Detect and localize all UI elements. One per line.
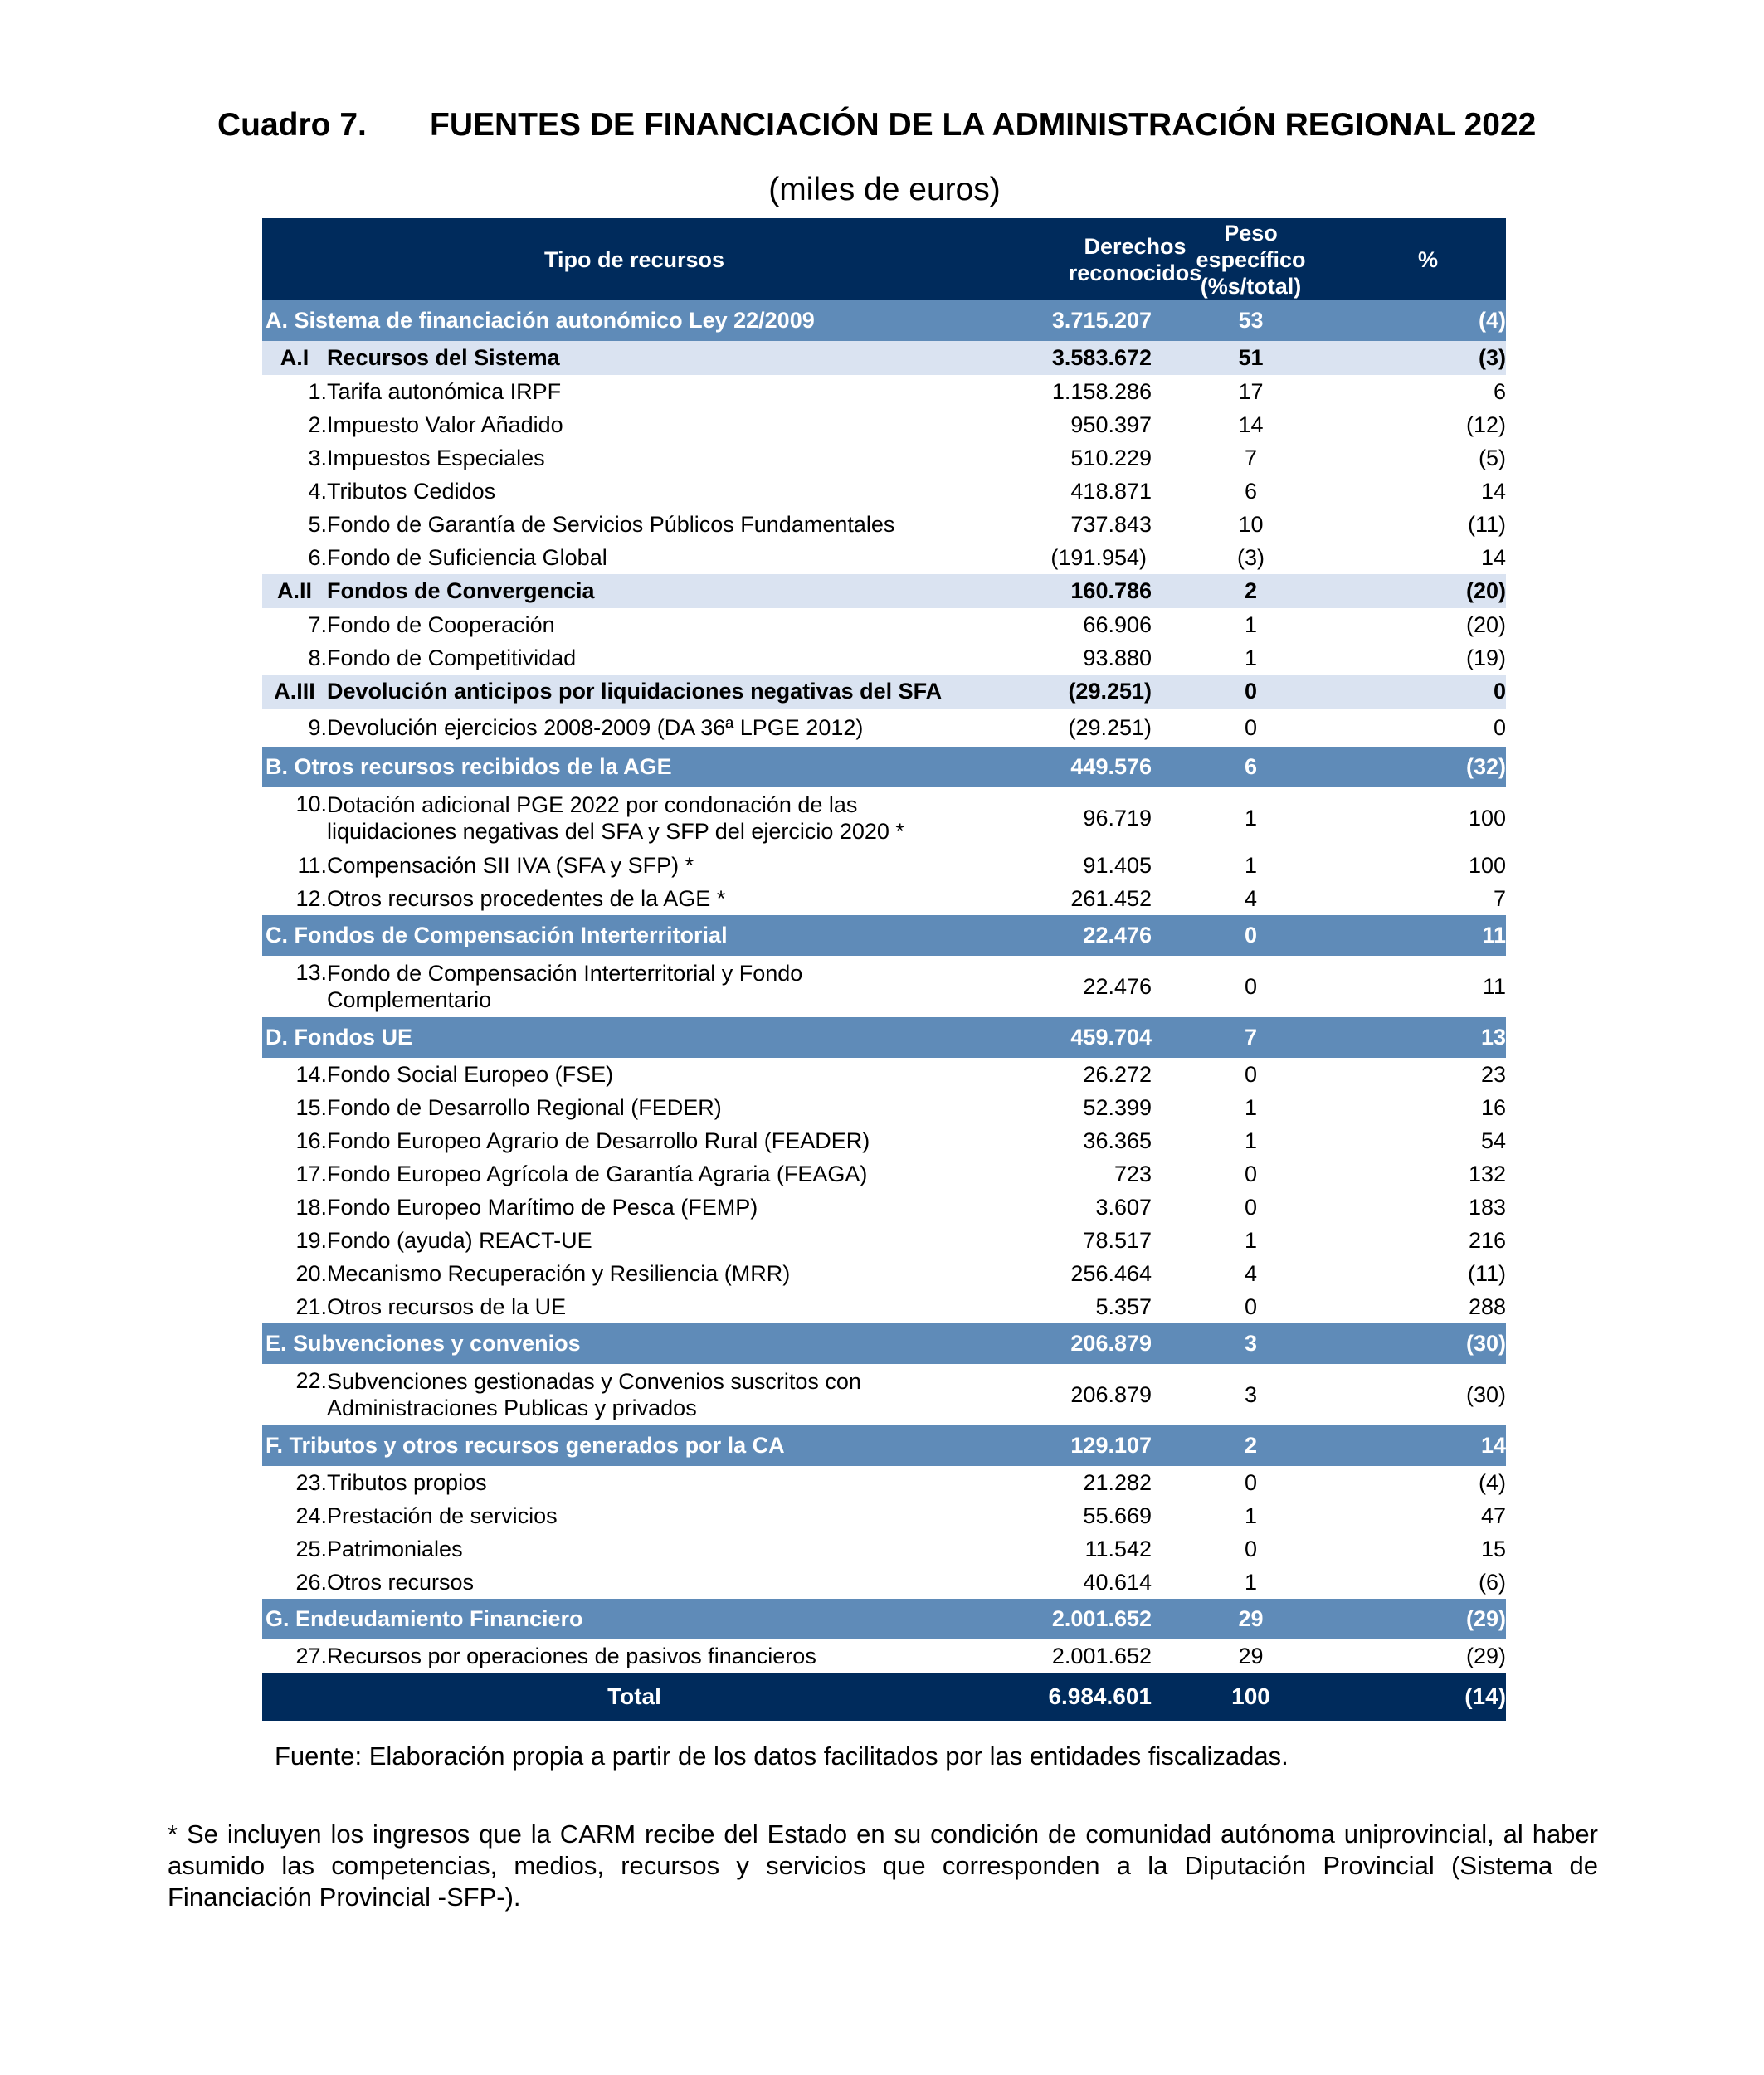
cell-text: (%s/total) <box>1200 273 1302 299</box>
table-row <box>262 1157 1506 1191</box>
table-cell: (30) <box>1350 1323 1506 1364</box>
table-cell: 0 <box>1245 1536 1258 1561</box>
table-row <box>262 475 1506 508</box>
section-row-c <box>262 915 1506 956</box>
table-cell: 40.614 <box>1083 1569 1152 1595</box>
table-cell: (3) <box>1350 341 1506 375</box>
table-cell: 1 <box>1245 645 1258 670</box>
subsection-row-a-i <box>262 341 1506 375</box>
table-cell: 19. <box>295 1227 327 1253</box>
table-cell: (29.251) <box>1068 714 1152 740</box>
table-cell: Fondo de Desarrollo Regional (FEDER) <box>327 1094 722 1120</box>
table-cell: 7 <box>1152 1017 1350 1058</box>
cell-text: B. Otros recursos recibidos de la AGE <box>266 754 672 779</box>
table-cell: 52.399 <box>1083 1094 1152 1120</box>
table-cell: 1. <box>308 378 327 404</box>
table-cell: 2.001.652 <box>1006 1599 1152 1639</box>
table-row <box>262 1191 1506 1224</box>
table-cell: Recursos del Sistema <box>327 341 1006 375</box>
table-cell: (20) <box>1466 611 1507 637</box>
units-caption: (miles de euros) <box>768 172 1001 207</box>
table-cell: 96.719 <box>1083 806 1152 830</box>
table-cell <box>262 300 1006 341</box>
table-cell: 3.607 <box>1095 1194 1152 1220</box>
table-cell: 14 <box>1350 1425 1506 1466</box>
table-cell: Compensación SII IVA (SFA y SFP) * <box>327 852 694 878</box>
table-cell: 0 <box>1152 915 1350 956</box>
cell-text: A. Sistema de financiación autonómico Ley 22/2009 <box>266 308 815 333</box>
table-cell: 26.272 <box>1083 1061 1152 1087</box>
table-cell: 17 <box>1238 378 1264 404</box>
section-row-g <box>262 1599 1506 1639</box>
table-cell: 6. <box>308 544 327 570</box>
table-cell <box>262 1323 1006 1364</box>
table-cell: 11 <box>1482 974 1507 999</box>
table-cell: 183 <box>1468 1194 1507 1220</box>
table-cell: (5) <box>1479 445 1507 470</box>
table-cell: 100 <box>1468 806 1507 830</box>
table-cell: 5.357 <box>1095 1293 1152 1319</box>
table-cell: Impuestos Especiales <box>327 445 545 470</box>
table-cell: Recursos por operaciones de pasivos financieros <box>327 1643 816 1668</box>
table-cell: 1 <box>1245 806 1258 830</box>
table-cell: (4) <box>1350 300 1506 341</box>
table-cell: 27. <box>295 1643 327 1668</box>
table-cell <box>262 915 1006 956</box>
cell-text: Administraciones Publicas y privados <box>327 1396 697 1420</box>
table-cell: (6) <box>1479 1569 1507 1595</box>
table-cell: 459.704 <box>1006 1017 1152 1058</box>
cell-text: % <box>1418 246 1439 272</box>
table-cell: Tributos propios <box>327 1469 487 1495</box>
table-cell: 66.906 <box>1083 611 1152 637</box>
section-row-d <box>262 1017 1506 1058</box>
table-cell: 1 <box>1245 1094 1258 1120</box>
table-cell: 4. <box>308 478 327 504</box>
table-cell: Patrimoniales <box>327 1536 463 1561</box>
table-cell: 3.715.207 <box>1006 300 1152 341</box>
subsection-row-a-ii <box>262 574 1506 608</box>
table-row <box>262 1257 1506 1290</box>
header-pct <box>1350 218 1506 300</box>
table-cell: Fondo Social Europeo (FSE) <box>327 1061 614 1087</box>
table-cell: Fondo Europeo Agrícola de Garantía Agraria (FEAGA) <box>327 1161 868 1186</box>
table-cell: 20. <box>295 1260 327 1286</box>
table-cell: 23 <box>1480 1061 1507 1087</box>
table-cell: 160.786 <box>1006 574 1152 608</box>
table-cell: 6 <box>1245 478 1258 504</box>
table-cell: Fondo Europeo Marítimo de Pesca (FEMP) <box>327 1194 758 1220</box>
table-row <box>262 787 1506 849</box>
table-cell: Mecanismo Recuperación y Resiliencia (MRR) <box>327 1260 791 1286</box>
table-row <box>262 1124 1506 1157</box>
table-cell: 11 <box>1350 915 1506 956</box>
table-cell: 9. <box>308 714 327 740</box>
table-cell: 14 <box>1480 544 1507 570</box>
table-cell: 1.158.286 <box>1051 378 1152 404</box>
table-cell: 93.880 <box>1083 645 1152 670</box>
table-cell: (29) <box>1350 1599 1506 1639</box>
table-cell: (12) <box>1466 412 1507 437</box>
table-cell <box>262 1017 1006 1058</box>
table-cell: 216 <box>1468 1227 1507 1253</box>
table-row <box>262 1058 1506 1091</box>
cell-text: específico <box>1196 246 1306 272</box>
table-cell: 0 <box>1245 1293 1258 1319</box>
table-cell: (11) <box>1468 1260 1507 1286</box>
table-row <box>262 709 1506 747</box>
table-cell: 0 <box>1245 1469 1258 1495</box>
table-cell: 2 <box>1152 1425 1350 1466</box>
financing-sources-table <box>262 218 1506 1721</box>
table-cell: 15. <box>295 1094 327 1120</box>
table-cell: 53 <box>1152 300 1350 341</box>
table-cell: 8. <box>308 645 327 670</box>
table-cell: 449.576 <box>1006 747 1152 787</box>
table-cell: 1 <box>1245 1227 1258 1253</box>
table-cell: (191.954) <box>1050 544 1148 570</box>
table-cell: Fondos de Convergencia <box>327 574 1006 608</box>
table-cell: 47 <box>1480 1503 1507 1528</box>
table-cell: 0 <box>1493 714 1507 740</box>
table-cell: 16. <box>295 1128 327 1153</box>
table-cell: 21. <box>295 1293 327 1319</box>
table-title-text: FUENTES DE FINANCIACIÓN DE LA ADMINISTRACIÓN REGIONAL 2022 <box>430 107 1537 143</box>
table-cell: 23. <box>295 1469 327 1495</box>
table-cell: (29) <box>1466 1643 1507 1668</box>
table-cell: Fondo de Garantía de Servicios Públicos Fundamentales <box>327 511 895 537</box>
table-row <box>262 1499 1506 1532</box>
table-cell: 15 <box>1480 1536 1507 1561</box>
table-number: Cuadro 7. <box>217 107 367 143</box>
table-row <box>262 1466 1506 1499</box>
table-cell: Devolución ejercicios 2008-2009 (DA 36ª LPGE 2012) <box>327 714 864 740</box>
cell-text: C. Fondos de Compensación Interterritorial <box>266 923 728 947</box>
table-cell: 10 <box>1238 511 1264 537</box>
table-cell: 21.282 <box>1083 1469 1152 1495</box>
table-cell: 723 <box>1113 1161 1152 1186</box>
table-cell: 418.871 <box>1070 478 1152 504</box>
table-cell: 16 <box>1480 1094 1507 1120</box>
table-row <box>262 956 1506 1017</box>
table-cell: 4 <box>1245 1260 1258 1286</box>
table-cell: 1 <box>1245 1503 1258 1528</box>
section-row-e <box>262 1323 1506 1364</box>
table-cell: 0 <box>1245 1061 1258 1087</box>
section-row-a <box>262 300 1506 341</box>
table-row <box>262 541 1506 574</box>
table-row <box>262 375 1506 408</box>
header-tipo <box>262 218 1006 300</box>
section-row-b <box>262 747 1506 787</box>
table-cell: 11.542 <box>1084 1536 1152 1561</box>
table-cell: Otros recursos procedentes de la AGE * <box>327 885 726 911</box>
table-cell: 2.001.652 <box>1051 1643 1152 1668</box>
table-cell: 12. <box>295 885 327 911</box>
table-cell: 14 <box>1480 478 1507 504</box>
table-cell: Fondo de Suficiencia Global <box>327 544 607 570</box>
table-cell: A.II <box>262 574 327 608</box>
table-cell: 2. <box>308 412 327 437</box>
total-row <box>262 1673 1506 1721</box>
table-cell: 29 <box>1152 1599 1350 1639</box>
table-cell: A.I <box>262 341 327 375</box>
table-cell: 18. <box>295 1194 327 1220</box>
table-cell: Tributos Cedidos <box>327 478 496 504</box>
table-cell: 129.107 <box>1006 1425 1152 1466</box>
source-note: Fuente: Elaboración propia a partir de los datos facilitados por las entidades fiscalizadas. <box>275 1741 1289 1771</box>
table-cell <box>262 747 1006 787</box>
table-cell: 206.879 <box>1070 1382 1152 1407</box>
table-cell: 1 <box>1245 1569 1258 1595</box>
table-cell: 24. <box>295 1503 327 1528</box>
cell-text: F. Tributos y otros recursos generados por la CA <box>266 1433 785 1458</box>
table-cell: 14. <box>295 1061 327 1087</box>
subsection-row-a-iii <box>262 675 1506 709</box>
table-row <box>262 1290 1506 1323</box>
section-row-f <box>262 1425 1506 1466</box>
table-cell: Prestación de servicios <box>327 1503 558 1528</box>
table-cell: 11. <box>297 852 327 878</box>
table-cell: (11) <box>1468 511 1507 537</box>
table-cell: Devolución anticipos por liquidaciones negativas del SFA <box>327 675 1006 709</box>
table-cell: 13. <box>295 960 327 985</box>
table-cell: 10. <box>295 792 327 816</box>
table-cell: 3. <box>308 445 327 470</box>
table-row <box>262 1566 1506 1599</box>
table-row <box>262 1639 1506 1673</box>
table-row <box>262 1224 1506 1257</box>
cell-text: Complementario <box>327 987 492 1012</box>
footnote: * Se incluyen los ingresos que la CARM recibe del Estado en su condición de comunidad autónoma uniprovincial, al haber asumido las competencias, medios, recursos y servicios que corresponden a la Diputación Provincial (Sistema de Financiación Provincial -SFP-). <box>168 1819 1598 1912</box>
table-cell: Fondo de Cooperación <box>327 611 555 637</box>
table-cell: 510.229 <box>1070 445 1152 470</box>
table-cell: 4 <box>1245 885 1258 911</box>
cell-text: Subvenciones gestionadas y Convenios suscritos con <box>327 1369 861 1394</box>
table-cell: 0 <box>1245 714 1258 740</box>
cell-text: reconocidos <box>1068 260 1202 285</box>
table-cell: A.III <box>262 675 327 709</box>
table-cell: 1 <box>1245 1128 1258 1153</box>
cell-text: Peso <box>1224 220 1278 246</box>
table-cell: 22. <box>295 1368 327 1393</box>
table-row <box>262 608 1506 641</box>
table-row <box>262 1364 1506 1425</box>
table-cell: 0 <box>1152 675 1350 709</box>
table-cell: Fondo de Competitividad <box>327 645 577 670</box>
table-cell: 22.476 <box>1006 915 1152 956</box>
table-cell: 0 <box>1245 1161 1258 1186</box>
table-cell: 51 <box>1152 341 1350 375</box>
table-row <box>262 1091 1506 1124</box>
table-cell: 737.843 <box>1070 511 1152 537</box>
table-cell: (29.251) <box>1006 675 1152 709</box>
table-cell: 91.405 <box>1083 852 1152 878</box>
table-row <box>262 849 1506 882</box>
table-cell: (32) <box>1350 747 1506 787</box>
table-cell: 0 <box>1350 675 1506 709</box>
table-cell: 132 <box>1468 1161 1507 1186</box>
table-row <box>262 641 1506 675</box>
table-cell: Otros recursos <box>327 1569 475 1595</box>
table-cell: 6 <box>1493 378 1507 404</box>
table-cell: 288 <box>1468 1293 1507 1319</box>
table-cell: 7. <box>308 611 327 637</box>
table-cell: 78.517 <box>1083 1227 1152 1253</box>
header-derechos <box>1006 218 1202 300</box>
table-cell: 7 <box>1245 445 1258 470</box>
table-cell: Otros recursos de la UE <box>327 1293 567 1319</box>
table-cell: 950.397 <box>1070 412 1152 437</box>
table-cell: 3 <box>1152 1323 1350 1364</box>
cell-text: G. Endeudamiento Financiero <box>266 1606 583 1631</box>
cell-text: Fondo de Compensación Interterritorial y Fondo <box>327 961 803 986</box>
table-header-row <box>262 218 1506 300</box>
table-cell: 261.452 <box>1070 885 1152 911</box>
table-cell: (14) <box>1350 1673 1506 1721</box>
table-cell: Fondo Europeo Agrario de Desarrollo Rural (FEADER) <box>327 1128 870 1153</box>
table-cell: 100 <box>1468 852 1507 878</box>
table-cell: 36.365 <box>1083 1128 1152 1153</box>
table-cell: (19) <box>1466 645 1507 670</box>
table-cell: (30) <box>1466 1382 1507 1407</box>
table-cell: 7 <box>1493 885 1507 911</box>
table-cell: 6 <box>1152 747 1350 787</box>
table-cell <box>327 1364 1006 1425</box>
table-cell: 1 <box>1245 611 1258 637</box>
table-cell: 256.464 <box>1070 1260 1152 1286</box>
table-cell: 3 <box>1245 1382 1258 1407</box>
cell-text: D. Fondos UE <box>266 1025 412 1050</box>
cell-text: Derechos <box>1084 233 1187 259</box>
table-cell: 100 <box>1152 1673 1350 1721</box>
table-cell: (4) <box>1479 1469 1507 1495</box>
table-cell <box>327 956 1006 1017</box>
table-cell: 26. <box>295 1569 327 1595</box>
table-row <box>262 508 1506 541</box>
table-cell: 0 <box>1245 974 1258 999</box>
table-cell: 14 <box>1238 412 1264 437</box>
table-cell: 5. <box>308 511 327 537</box>
cell-text: Tipo de recursos <box>543 246 725 272</box>
table-cell: (3) <box>1237 544 1265 570</box>
table-cell <box>327 787 1006 849</box>
table-row <box>262 1532 1506 1566</box>
cell-text: E. Subvenciones y convenios <box>266 1331 581 1356</box>
table-cell: 54 <box>1480 1128 1507 1153</box>
table-cell: 3.583.672 <box>1006 341 1152 375</box>
table-cell: 55.669 <box>1083 1503 1152 1528</box>
table-cell: Total <box>262 1673 1006 1721</box>
table-cell: Fondo (ayuda) REACT-UE <box>327 1227 592 1253</box>
table-cell <box>262 1599 1006 1639</box>
table-cell: Tarifa autonómica IRPF <box>327 378 562 404</box>
table-cell: 25. <box>295 1536 327 1561</box>
table-cell: 0 <box>1245 1194 1258 1220</box>
table-cell: 206.879 <box>1006 1323 1152 1364</box>
table-cell: 2 <box>1152 574 1350 608</box>
table-cell: 22.476 <box>1083 974 1152 999</box>
cell-text: Dotación adicional PGE 2022 por condonación de las <box>327 792 858 817</box>
table-cell: (20) <box>1350 574 1506 608</box>
table-cell: 1 <box>1245 852 1258 878</box>
table-cell: 6.984.601 <box>1006 1673 1152 1721</box>
table-cell: Impuesto Valor Añadido <box>327 412 563 437</box>
table-row <box>262 408 1506 441</box>
table-cell <box>262 1425 1006 1466</box>
table-row <box>262 882 1506 915</box>
cell-text: liquidaciones negativas del SFA y SFP del ejercicio 2020 * <box>327 819 904 844</box>
table-cell: 17. <box>295 1161 327 1186</box>
table-row <box>262 441 1506 475</box>
table-cell: 13 <box>1350 1017 1506 1058</box>
table-cell: 29 <box>1238 1643 1264 1668</box>
